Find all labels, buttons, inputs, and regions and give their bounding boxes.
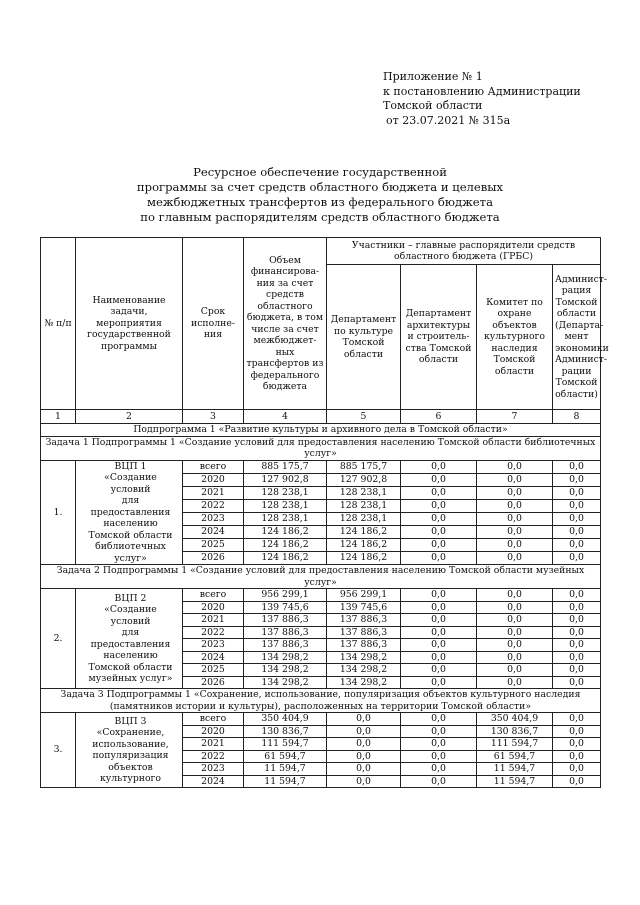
- item-number: 3.: [41, 713, 76, 788]
- amount-cell: 0,0: [477, 486, 553, 499]
- amount-cell: 127 902,8: [327, 473, 401, 486]
- amount-cell: 0,0: [553, 750, 601, 763]
- amount-cell: 0,0: [401, 750, 477, 763]
- amount-cell: 128 238,1: [244, 512, 327, 525]
- item-name-line: населению: [103, 650, 158, 661]
- item-name-line: «Создание: [104, 604, 157, 615]
- resource-table: [40, 237, 609, 788]
- amount-cell: 0,0: [553, 486, 601, 499]
- amount-cell: 0,0: [477, 676, 553, 689]
- amount-cell: 0,0: [327, 713, 401, 726]
- amount-cell: 956 299,1: [327, 589, 401, 602]
- amount-cell: 0,0: [477, 589, 553, 602]
- column-number: 5: [327, 410, 401, 424]
- amount-cell: 128 238,1: [327, 486, 401, 499]
- term-cell: 2022: [183, 499, 244, 512]
- amount-cell: 134 298,2: [244, 664, 327, 677]
- amount-cell: 128 238,1: [244, 499, 327, 512]
- item-name-line: ВЦП 3: [114, 715, 147, 727]
- term-cell: всего: [183, 589, 244, 602]
- column-number: 2: [76, 410, 183, 424]
- amount-cell: 61 594,7: [477, 750, 553, 763]
- amount-cell: 137 886,3: [327, 626, 401, 639]
- amount-cell: 0,0: [553, 738, 601, 751]
- table-row: [41, 713, 601, 726]
- item-name-line: предоставления: [90, 638, 171, 650]
- item-name-line: объектов: [108, 761, 153, 773]
- amount-cell: 0,0: [401, 676, 477, 689]
- item-name-line: «Сохранение,: [96, 727, 165, 738]
- item-name-line: «Создание: [104, 472, 157, 483]
- amount-cell: 137 886,3: [244, 626, 327, 639]
- term-cell: 2024: [183, 775, 244, 788]
- amount-cell: 0,0: [401, 775, 477, 788]
- column-number: 6: [401, 410, 477, 424]
- amount-cell: 0,0: [553, 538, 601, 551]
- header-heritage-committee: Комитет по охране объектов культурного наследия Томской области: [477, 265, 553, 410]
- amount-cell: 0,0: [477, 512, 553, 525]
- item-name-line: Томской области: [88, 529, 173, 541]
- item-name-line: ВЦП 1: [114, 460, 147, 472]
- section-row: Задача 3 Подпрограммы 1 «Сохранение, использование, популяризация объектов культурного наследия (памятников истории и культуры), расположенных на территории Томской области»: [41, 689, 601, 713]
- amount-cell: 137 886,3: [327, 614, 401, 627]
- amount-cell: 128 238,1: [244, 486, 327, 499]
- amount-cell: 0,0: [401, 525, 477, 538]
- item-number: 1.: [41, 460, 76, 565]
- title-line: межбюджетных трансфертов из федерального бюджета: [146, 195, 493, 209]
- term-cell: 2023: [183, 512, 244, 525]
- term-cell: 2021: [183, 738, 244, 751]
- amount-cell: 111 594,7: [244, 738, 327, 751]
- amount-cell: 11 594,7: [244, 775, 327, 788]
- amount-cell: 0,0: [327, 725, 401, 738]
- amount-cell: 0,0: [553, 551, 601, 564]
- column-number: 3: [183, 410, 244, 424]
- amount-cell: 0,0: [401, 460, 477, 473]
- amount-cell: 0,0: [553, 614, 601, 627]
- amount-cell: 0,0: [477, 614, 553, 627]
- amount-cell: 124 186,2: [327, 551, 401, 564]
- amount-cell: 0,0: [553, 460, 601, 473]
- term-cell: 2023: [183, 639, 244, 652]
- amount-cell: 134 298,2: [327, 676, 401, 689]
- amount-cell: 128 238,1: [327, 499, 401, 512]
- amount-cell: 0,0: [553, 639, 601, 652]
- title-line: по главным распорядителям средств областного бюджета: [140, 210, 500, 224]
- amount-cell: 0,0: [401, 651, 477, 664]
- appendix-line: от 23.07.2021 № 315а: [386, 113, 511, 127]
- term-cell: 2020: [183, 601, 244, 614]
- amount-cell: 0,0: [401, 499, 477, 512]
- amount-cell: 0,0: [401, 738, 477, 751]
- item-name: [76, 589, 183, 689]
- title-line: Ресурсное обеспечение государственной: [193, 165, 447, 179]
- amount-cell: 111 594,7: [477, 738, 553, 751]
- amount-cell: 0,0: [553, 525, 601, 538]
- appendix-line: к постановлению Администрации: [383, 84, 581, 98]
- amount-cell: 0,0: [477, 473, 553, 486]
- amount-cell: 0,0: [553, 512, 601, 525]
- amount-cell: 0,0: [553, 713, 601, 726]
- amount-cell: 0,0: [553, 589, 601, 602]
- amount-cell: 0,0: [327, 738, 401, 751]
- amount-cell: 11 594,7: [477, 775, 553, 788]
- amount-cell: 0,0: [477, 460, 553, 473]
- amount-cell: 0,0: [401, 589, 477, 602]
- amount-cell: 124 186,2: [327, 525, 401, 538]
- amount-cell: 0,0: [553, 601, 601, 614]
- header-architecture-dept: Департамент архитектуры и строитель-ства Томской области: [401, 265, 477, 410]
- amount-cell: 0,0: [401, 639, 477, 652]
- item-name-line: Томской области: [88, 661, 173, 673]
- appendix-line: Томской области: [383, 99, 483, 112]
- amount-cell: 0,0: [327, 763, 401, 776]
- amount-cell: 134 298,2: [327, 664, 401, 677]
- amount-cell: 137 886,3: [244, 614, 327, 627]
- item-name: [76, 713, 183, 788]
- term-cell: 2020: [183, 473, 244, 486]
- item-name-line: использование,: [92, 738, 169, 750]
- document-title: [60, 165, 580, 225]
- amount-cell: 0,0: [553, 775, 601, 788]
- amount-cell: 0,0: [477, 499, 553, 512]
- appendix-header: [383, 70, 633, 128]
- column-number: 4: [244, 410, 327, 424]
- amount-cell: 0,0: [553, 651, 601, 664]
- amount-cell: 0,0: [327, 750, 401, 763]
- amount-cell: 134 298,2: [327, 651, 401, 664]
- amount-cell: 61 594,7: [244, 750, 327, 763]
- amount-cell: 0,0: [401, 486, 477, 499]
- table-row: [41, 589, 601, 602]
- table-row: [41, 460, 601, 473]
- amount-cell: 0,0: [401, 664, 477, 677]
- term-cell: 2020: [183, 725, 244, 738]
- section-row: Задача 1 Подпрограммы 1 «Создание условий для предоставления населению Томской области библиотечных услуг»: [41, 436, 601, 460]
- amount-cell: 0,0: [553, 763, 601, 776]
- amount-cell: 128 238,1: [327, 512, 401, 525]
- amount-cell: 956 299,1: [244, 589, 327, 602]
- amount-cell: 0,0: [401, 763, 477, 776]
- item-name-line: культурного: [99, 773, 162, 784]
- term-cell: 2021: [183, 486, 244, 499]
- item-name-line: условий: [110, 483, 151, 495]
- header-name: Наименование задачи, мероприятия государственной программы: [76, 238, 183, 410]
- amount-cell: 0,0: [553, 473, 601, 486]
- item-number: 2.: [41, 589, 76, 689]
- item-name-line: ВЦП 2: [114, 592, 147, 604]
- amount-cell: 139 745,6: [327, 601, 401, 614]
- title-line: программы за счет средств областного бюджета и целевых: [136, 180, 504, 194]
- amount-cell: 127 902,8: [244, 473, 327, 486]
- amount-cell: 0,0: [401, 626, 477, 639]
- header-participants: Участники – главные распорядители средств областного бюджета (ГРБС): [327, 238, 601, 265]
- amount-cell: 0,0: [401, 538, 477, 551]
- amount-cell: 0,0: [401, 725, 477, 738]
- amount-cell: 0,0: [477, 551, 553, 564]
- amount-cell: 139 745,6: [244, 601, 327, 614]
- amount-cell: 0,0: [477, 601, 553, 614]
- header-num: № п/п: [41, 238, 76, 410]
- amount-cell: 0,0: [327, 775, 401, 788]
- term-cell: всего: [183, 713, 244, 726]
- item-name-line: для: [121, 495, 140, 506]
- amount-cell: 0,0: [477, 664, 553, 677]
- term-cell: 2026: [183, 551, 244, 564]
- term-cell: всего: [183, 460, 244, 473]
- amount-cell: 0,0: [553, 626, 601, 639]
- amount-cell: 0,0: [401, 551, 477, 564]
- amount-cell: 11 594,7: [477, 763, 553, 776]
- column-number: 8: [553, 410, 601, 424]
- term-cell: 2025: [183, 664, 244, 677]
- amount-cell: 350 404,9: [244, 713, 327, 726]
- item-name-line: условий: [110, 615, 151, 627]
- term-cell: 2026: [183, 676, 244, 689]
- header-term: Срок исполне-ния: [183, 238, 244, 410]
- term-cell: 2025: [183, 538, 244, 551]
- amount-cell: 885 175,7: [327, 460, 401, 473]
- amount-cell: 11 594,7: [244, 763, 327, 776]
- column-number: 1: [41, 410, 76, 424]
- term-cell: 2024: [183, 651, 244, 664]
- amount-cell: 0,0: [401, 601, 477, 614]
- amount-cell: 0,0: [401, 473, 477, 486]
- amount-cell: 130 836,7: [477, 725, 553, 738]
- amount-cell: 0,0: [477, 538, 553, 551]
- amount-cell: 0,0: [553, 499, 601, 512]
- term-cell: 2022: [183, 750, 244, 763]
- amount-cell: 0,0: [401, 512, 477, 525]
- item-name-line: услуг»: [114, 552, 147, 564]
- item-name-line: популяризация: [92, 750, 169, 761]
- item-name-line: для: [121, 627, 140, 638]
- section-row: Подпрограмма 1 «Развитие культуры и архивного дела в Томской области»: [41, 424, 601, 437]
- amount-cell: 137 886,3: [327, 639, 401, 652]
- term-cell: 2021: [183, 614, 244, 627]
- term-cell: 2024: [183, 525, 244, 538]
- header-administration: Админист-рация Томской области (Департа-мент экономики Админист-рации Томской области): [553, 265, 601, 410]
- appendix-line: Приложение № 1: [383, 70, 483, 83]
- item-name-line: предоставления: [90, 506, 171, 518]
- term-cell: 2023: [183, 763, 244, 776]
- amount-cell: 0,0: [401, 713, 477, 726]
- amount-cell: 0,0: [477, 626, 553, 639]
- amount-cell: 0,0: [553, 725, 601, 738]
- amount-cell: 0,0: [477, 639, 553, 652]
- column-number: 7: [477, 410, 553, 424]
- amount-cell: 124 186,2: [327, 538, 401, 551]
- amount-cell: 124 186,2: [244, 525, 327, 538]
- amount-cell: 0,0: [477, 525, 553, 538]
- item-name-line: библиотечных: [95, 541, 166, 552]
- amount-cell: 130 836,7: [244, 725, 327, 738]
- section-row: Задача 2 Подпрограммы 1 «Создание условий для предоставления населению Томской области музейных услуг»: [41, 565, 601, 589]
- amount-cell: 0,0: [401, 614, 477, 627]
- header-volume: Объем финансирова-ния за счет средств областного бюджета, в том числе за счет межбюджет-ных трансфертов из федерального бюджета: [244, 238, 327, 410]
- amount-cell: 0,0: [477, 651, 553, 664]
- amount-cell: 137 886,3: [244, 639, 327, 652]
- item-name-line: музейных услуг»: [88, 673, 173, 684]
- amount-cell: 0,0: [553, 664, 601, 677]
- item-name-line: населению: [103, 518, 158, 529]
- term-cell: 2022: [183, 626, 244, 639]
- amount-cell: 134 298,2: [244, 651, 327, 664]
- amount-cell: 124 186,2: [244, 538, 327, 551]
- amount-cell: 0,0: [553, 676, 601, 689]
- item-name: [76, 460, 183, 565]
- amount-cell: 350 404,9: [477, 713, 553, 726]
- amount-cell: 124 186,2: [244, 551, 327, 564]
- amount-cell: 885 175,7: [244, 460, 327, 473]
- amount-cell: 134 298,2: [244, 676, 327, 689]
- header-culture-dept: Департамент по культуре Томской области: [327, 265, 401, 410]
